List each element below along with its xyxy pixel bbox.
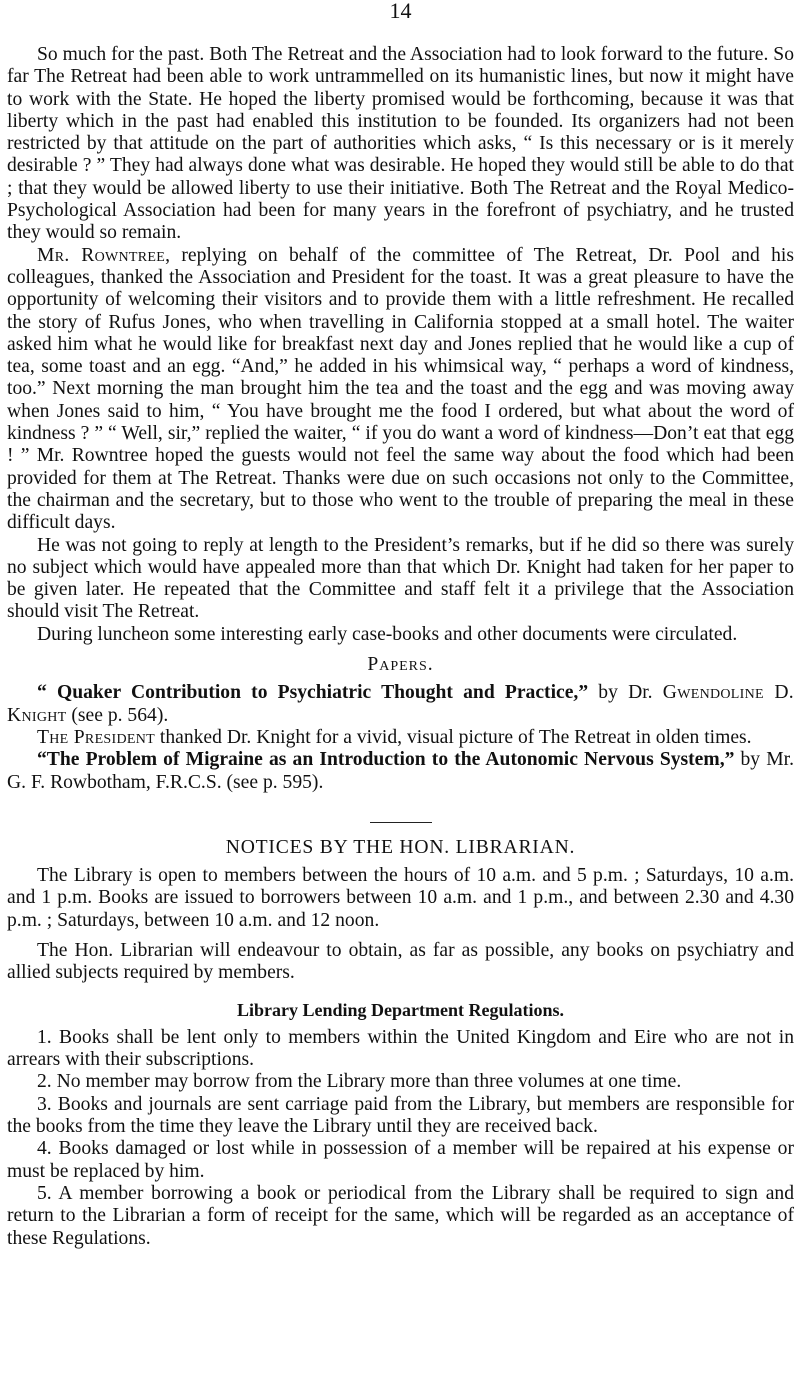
section-divider: [370, 822, 432, 823]
paragraph-rowntree: [7, 245, 794, 535]
paragraph-president-remarks: He was not going to reply at length to the President’s remarks, but if he did so there was surely no subject which would have appealed more than that which Dr. Knight had taken for her paper to be given later. He repeated that the Committee and staff felt it a privilege that the Association should visit The Retreat.: [7, 534, 794, 623]
paper-title: “The Problem of Migraine as an Introduction to the Autonomic Nervous System,”: [37, 749, 735, 771]
paper-author: Gwendoline D. Knight: [7, 682, 794, 726]
regulation-item: 2. No member may borrow from the Library more than three volumes at one time.: [37, 1071, 682, 1093]
paper-entry-migraine: [7, 749, 794, 794]
paragraph-president-thanks: [7, 727, 794, 749]
regulation-item: 1. Books shall be lent only to members within the United Kingdom and Eire who are not in arrears with their subscriptions.: [7, 1026, 794, 1071]
regulation-item: 5. A member borrowing a book or periodical from the Library shall be required to sign and return to the Librarian a form of receipt for the same, which will be regarded as an acceptance of these Regulations.: [7, 1182, 794, 1249]
paragraph-luncheon: During luncheon some interesting early case-books and other documents were circulated.: [37, 623, 738, 645]
paragraph-library-hours: The Library is open to members between the hours of 10 a.m. and 5 p.m. ; Saturdays, 10 a.m. and 1 p.m. Books are issued to borrowers between 10 a.m. and 1 p.m., and between 2.30 and 4.30 p.m. ; Saturdays, between 10 a.m. and 12 noon.: [7, 865, 794, 931]
papers-heading: Papers.: [367, 654, 434, 676]
notices-heading: NOTICES BY THE HON. LIBRARIAN.: [225, 836, 576, 858]
paper-by: by Dr.: [588, 682, 663, 704]
speaker-name: The President: [37, 726, 155, 748]
regulations-heading: Library Lending Department Regulations.: [236, 999, 564, 1020]
paragraph-past: So much for the past. Both The Retreat and the Association had to look forward to the future. So far The Retreat had been able to work untrammelled on its humanistic lines, but now it might have to work with the State. He hoped the liberty promised would be forthcoming, because it was that liberty which in the past had enabled this institution to be founded. Its organizers had not been restricted by that attitude on the part of authorities which asks, “ Is this necessary or is it merely desirable ? ” They had always done what was desirable. He hoped they would still be able to do that ; that they would be allowed liberty to use their initiative. Both The Retreat and the Royal Medico-Psychological Association had been for many years in the forefront of psychiatry, and he trusted they would so remain.: [7, 44, 794, 244]
paper-reference: (see p. 564).: [66, 704, 169, 726]
regulation-item: 4. Books damaged or lost while in possession of a member will be repaired at his expense or must be replaced by him.: [7, 1138, 794, 1182]
paper-reference: by Mr. G. F. Rowbotham, F.R.C.S. (see p. 595).: [7, 749, 794, 793]
paper-entry-quaker: [7, 682, 794, 727]
paragraph-thanks-text: thanked Dr. Knight for a vivid, visual picture of The Retreat in olden times.: [155, 726, 752, 748]
paper-title: “ Quaker Contribution to Psychiatric Thought and Practice,”: [37, 682, 589, 704]
regulation-item: 3. Books and journals are sent carriage paid from the Library, but members are responsible for the books from the time they leave the Library until they are received back.: [7, 1093, 794, 1138]
paragraph-library-books: The Hon. Librarian will endeavour to obtain, as far as possible, any books on psychiatry and allied subjects required by members.: [7, 939, 794, 984]
page-number: 14: [389, 0, 412, 23]
speaker-name: Mr. Rowntree: [37, 244, 166, 266]
paragraph-rowntree-text: , replying on behalf of the committee of The Retreat, Dr. Pool and his colleagues, thanked the Association and President for the toast. It was a great pleasure to have the opportunity of welcoming their visitors and to provide them with a little refreshment. He recalled the story of Rufus Jones, who when travelling in California stopped at a small hotel. The waiter asked him what he would like for breakfast next day and Jones replied that he would like a cup of tea, some toast and an egg. “And,” he added in his whimsical way, “ perhaps a word of kindness, too.” Next morning the man brought him the tea and the toast and the egg and was moving away when Jones said to him, “ You have brought me the food I ordered, but what about the word of kindness ? ” “ Well, sir,” replied the waiter, “ if you do want a word of kindness—Don’t eat that egg ! ” Mr. Rowntree hoped the guests would not feel the same way about the food which had been provided for them at The Retreat. Thanks were due on such occasions not only to the Committee, the chairman and the secretary, but to those who went to the trouble of preparing the meal in these difficult days.: [7, 244, 794, 534]
